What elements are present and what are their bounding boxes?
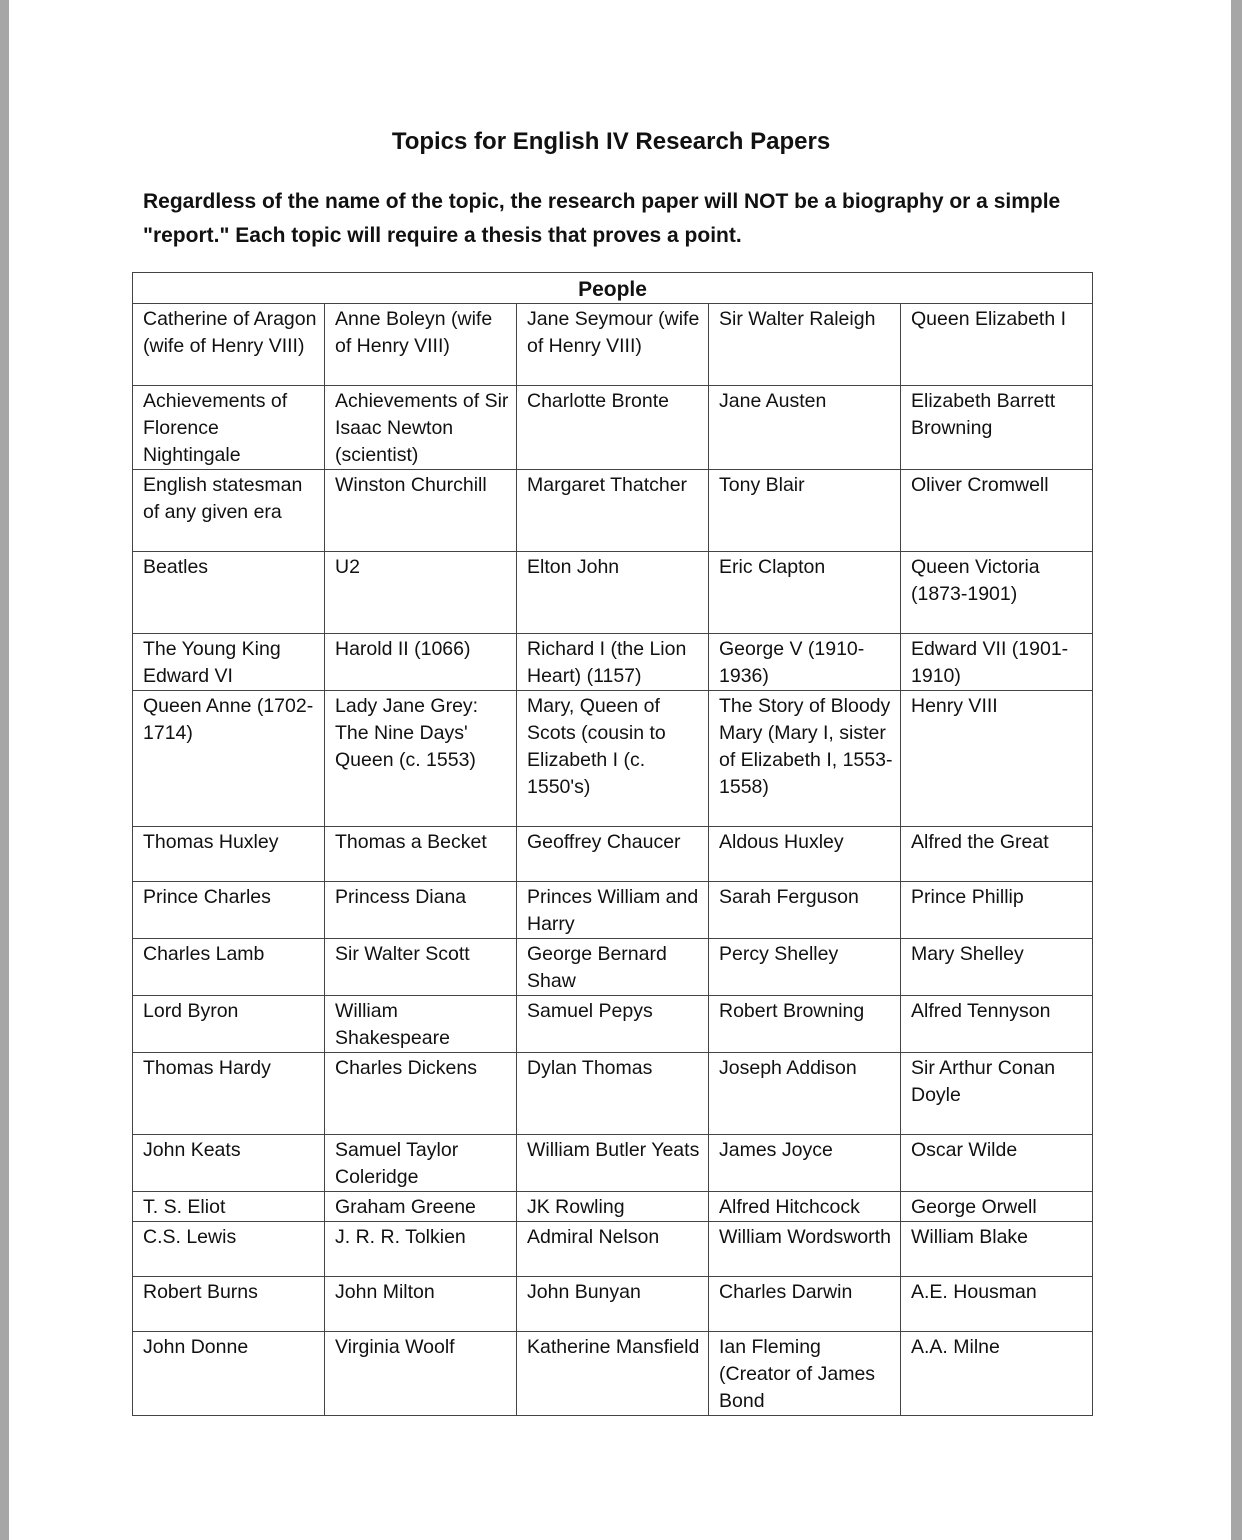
topic-cell: Queen Anne (1702-1714) — [133, 691, 325, 827]
topic-cell: Sir Arthur Conan Doyle — [901, 1053, 1093, 1135]
topic-cell: Robert Browning — [709, 996, 901, 1053]
topic-cell: William Butler Yeats — [517, 1135, 709, 1192]
topic-cell: William Shakespeare — [325, 996, 517, 1053]
topic-cell: English statesman of any given era — [133, 470, 325, 552]
table-row — [133, 1222, 1093, 1277]
topic-cell: Thomas a Becket — [325, 827, 517, 882]
topic-cell: Winston Churchill — [325, 470, 517, 552]
topic-cell: Dylan Thomas — [517, 1053, 709, 1135]
topic-cell: Henry VIII — [901, 691, 1093, 827]
topic-cell: John Bunyan — [517, 1277, 709, 1332]
topic-cell: C.S. Lewis — [133, 1222, 325, 1277]
topic-cell: U2 — [325, 552, 517, 634]
topic-cell: Prince Phillip — [901, 882, 1093, 939]
topic-cell: Samuel Pepys — [517, 996, 709, 1053]
topic-cell: Sarah Ferguson — [709, 882, 901, 939]
topic-cell: Charlotte Bronte — [517, 386, 709, 470]
topic-cell: Anne Boleyn (wife of Henry VIII) — [325, 304, 517, 386]
topic-cell: George Bernard Shaw — [517, 939, 709, 996]
topic-cell: Mary, Queen of Scots (cousin to Elizabeth I (c. 1550's) — [517, 691, 709, 827]
topic-cell: William Blake — [901, 1222, 1093, 1277]
topic-cell: Charles Darwin — [709, 1277, 901, 1332]
topic-cell: Virginia Woolf — [325, 1332, 517, 1416]
topic-cell: A.E. Housman — [901, 1277, 1093, 1332]
topic-cell: A.A. Milne — [901, 1332, 1093, 1416]
topic-cell: Graham Greene — [325, 1192, 517, 1222]
topic-cell: Oliver Cromwell — [901, 470, 1093, 552]
topic-cell: James Joyce — [709, 1135, 901, 1192]
table-header-row — [133, 273, 1093, 304]
table-row — [133, 1135, 1093, 1192]
topic-cell: Alfred Hitchcock — [709, 1192, 901, 1222]
table-row — [133, 827, 1093, 882]
topic-cell: Margaret Thatcher — [517, 470, 709, 552]
table-row — [133, 996, 1093, 1053]
topic-cell: John Donne — [133, 1332, 325, 1416]
topic-cell: Lord Byron — [133, 996, 325, 1053]
topic-cell: Achievements of Florence Nightingale — [133, 386, 325, 470]
topic-cell: Sir Walter Scott — [325, 939, 517, 996]
table-row — [133, 882, 1093, 939]
topic-cell: Oscar Wilde — [901, 1135, 1093, 1192]
topic-cell: The Story of Bloody Mary (Mary I, sister of Elizabeth I, 1553-1558) — [709, 691, 901, 827]
topic-cell: Queen Elizabeth I — [901, 304, 1093, 386]
topic-cell: Alfred the Great — [901, 827, 1093, 882]
topic-cell: Edward VII (1901-1910) — [901, 634, 1093, 691]
topic-cell: Admiral Nelson — [517, 1222, 709, 1277]
table-row — [133, 691, 1093, 827]
table-row — [133, 1277, 1093, 1332]
topic-cell: Richard I (the Lion Heart) (1157) — [517, 634, 709, 691]
page-title: Topics for English IV Research Papers — [391, 128, 831, 155]
topic-cell: George Orwell — [901, 1192, 1093, 1222]
table-row — [133, 470, 1093, 552]
topic-cell: Harold II (1066) — [325, 634, 517, 691]
topic-cell: Geoffrey Chaucer — [517, 827, 709, 882]
table-row — [133, 386, 1093, 470]
topic-cell: JK Rowling — [517, 1192, 709, 1222]
topic-cell: Elizabeth Barrett Browning — [901, 386, 1093, 470]
topics-table — [132, 272, 1093, 1416]
topic-cell: J. R. R. Tolkien — [325, 1222, 517, 1277]
topic-cell: Queen Victoria (1873-1901) — [901, 552, 1093, 634]
intro-paragraph: Regardless of the name of the topic, the research paper will NOT be a biography or a simple "report." Each topic will require a thesis that proves a point. — [143, 190, 1061, 247]
topic-cell: Katherine Mansfield — [517, 1332, 709, 1416]
topic-cell: Princess Diana — [325, 882, 517, 939]
topic-cell: Jane Seymour (wife of Henry VIII) — [517, 304, 709, 386]
topic-cell: John Milton — [325, 1277, 517, 1332]
topic-cell: Percy Shelley — [709, 939, 901, 996]
table-row — [133, 634, 1093, 691]
topic-cell: Joseph Addison — [709, 1053, 901, 1135]
topic-cell: Achievements of Sir Isaac Newton (scientist) — [325, 386, 517, 470]
topic-cell: Thomas Hardy — [133, 1053, 325, 1135]
table-row — [133, 1192, 1093, 1222]
table-row — [133, 939, 1093, 996]
topic-cell: Charles Dickens — [325, 1053, 517, 1135]
table-row — [133, 1053, 1093, 1135]
topic-cell: Beatles — [133, 552, 325, 634]
topic-cell: Princes William and Harry — [517, 882, 709, 939]
topic-cell: Thomas Huxley — [133, 827, 325, 882]
topic-cell: Robert Burns — [133, 1277, 325, 1332]
topic-cell: Prince Charles — [133, 882, 325, 939]
topic-cell: Alfred Tennyson — [901, 996, 1093, 1053]
topic-cell: Ian Fleming (Creator of James Bond — [709, 1332, 901, 1416]
table-header-people: People — [133, 273, 1093, 304]
topic-cell: Jane Austen — [709, 386, 901, 470]
table-row — [133, 1332, 1093, 1416]
table-row — [133, 304, 1093, 386]
table-body — [133, 304, 1093, 1416]
topic-cell: Elton John — [517, 552, 709, 634]
topic-cell: Aldous Huxley — [709, 827, 901, 882]
topic-cell: Eric Clapton — [709, 552, 901, 634]
topic-cell: Charles Lamb — [133, 939, 325, 996]
topic-cell: Samuel Taylor Coleridge — [325, 1135, 517, 1192]
topic-cell: Mary Shelley — [901, 939, 1093, 996]
topic-cell: John Keats — [133, 1135, 325, 1192]
topic-cell: Sir Walter Raleigh — [709, 304, 901, 386]
topic-cell: Tony Blair — [709, 470, 901, 552]
topic-cell: William Wordsworth — [709, 1222, 901, 1277]
table-row — [133, 552, 1093, 634]
topic-cell: T. S. Eliot — [133, 1192, 325, 1222]
topic-cell: George V (1910-1936) — [709, 634, 901, 691]
topic-cell: The Young King Edward VI — [133, 634, 325, 691]
topic-cell: Catherine of Aragon (wife of Henry VIII) — [133, 304, 325, 386]
topic-cell: Lady Jane Grey: The Nine Days' Queen (c. 1553) — [325, 691, 517, 827]
